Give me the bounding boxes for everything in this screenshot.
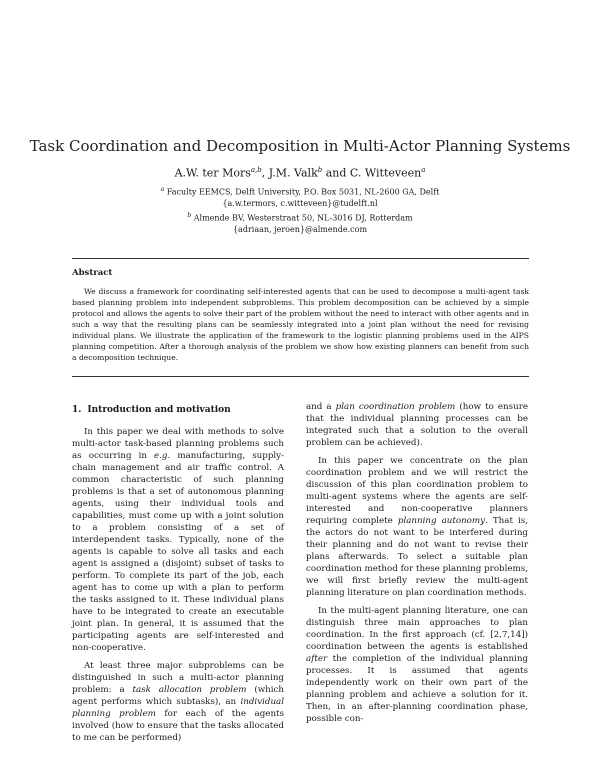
affiliation-mark: b (187, 212, 192, 219)
author-list: A.W. ter Mors$^{a,b}$, J.M. Valk$^b$ and C. Witteveen$^a$ (174, 166, 426, 180)
affiliation-address: Faculty EEMCS, Delft University, P.O. Box 5031, NL-2600 GA, Delft (166, 187, 440, 197)
paragraph (72, 660, 284, 744)
section-number: 1. (72, 405, 82, 415)
left-column (72, 404, 284, 750)
author-affiliation-mark: b (317, 166, 323, 174)
affiliation-mark: a (160, 186, 165, 193)
abstract-heading: Abstract (72, 268, 113, 278)
text-run: In this paper we concentrate on the plan coordination problem and we will restrict the discussion of this plan coordination problem to multi-agent systems where the agents are self-interested and non-cooperative planners requiring complete (306, 456, 528, 526)
affiliation-a (0, 184, 600, 209)
author-name: J.M. Valk (268, 166, 318, 180)
affiliation-email: {a.w.termors, c.witteveen}@tudelft.nl (222, 198, 378, 208)
text-run: (which agent performs which subtasks), an (72, 685, 285, 707)
emphasized-text: individual planning problem (72, 697, 284, 719)
text-run: for each of the agents involved (how to ensure that the tasks allocated to me can be performed) (72, 709, 284, 743)
section-title: Introduction and motivation (87, 405, 231, 415)
emphasized-text: e.g. (154, 451, 171, 461)
author-affiliation-mark: a,b (250, 166, 262, 174)
paragraph (306, 401, 528, 449)
section-heading (72, 404, 284, 416)
text-run: and a (306, 402, 336, 412)
paper-title: Task Coordination and Decomposition in Multi-Actor Planning Systems (29, 137, 571, 155)
right-column (306, 401, 528, 731)
paragraph (306, 605, 528, 725)
emphasized-text: plan coordination problem (335, 402, 456, 412)
emphasized-text: planning autonomy (397, 516, 486, 526)
abstract-text: We discuss a framework for coordinating self-interested agents that can be used to decompose a multi-agent task based planning problem into independent subproblems. This problem decomposition can be achieved by a simple protocol and allows the agents to solve their part of the problem without the need to interact with other agents and in such a way that the resulting plans can be seamlessly integrated into a joint plan without the need for revising individual plans. We illustrate the application of the framework to the logistic planning problems used in the AIPS planning competition. After a thorough analysis of the problem we show how existing planners can benefit from such a decomposition technique. (72, 287, 529, 362)
author-affiliation-mark: a (421, 166, 426, 174)
affiliation-address: Almende BV, Westerstraat 50, NL-3016 DJ, Rotterdam (193, 213, 413, 223)
text-run: the completion of the individual planning processes. It is assumed that agents independently work on their own part of the planning problem and achieve a solution for it. Then, in an after-planning coordination phase, possible con- (306, 654, 528, 724)
abstract-top-rule (72, 258, 529, 259)
paragraph (72, 426, 284, 654)
emphasized-text: task allocation problem (132, 685, 247, 695)
abstract-bottom-rule (72, 376, 529, 377)
text-run: At least three major subproblems can be distinguished in such a multi-actor planning problem: a (72, 661, 284, 695)
affiliation-email: {adriaan, jeroen}@almende.com (232, 224, 368, 234)
text-run: . That is, the actors do not want to be interfered during their planning and do not want to revise their plans afterwards. To select a suitable plan coordination method for these planning problems, we will first briefly review the multi-agent planning literature on plan coordination methods. (306, 516, 528, 598)
author-name: C. Witteveen (349, 166, 422, 180)
text-run: manufacturing, supply-chain management and air traffic control. A common characteristic of such planning problems is that a set of autonomous planning agents, using their individual tools and capabilities, must come up with a joint solution to a problem consisting of a set of interdependent tasks. Typically, none of the agents is capable to solve all tasks and each agent is assigned a (disjoint) subset of tasks to perform. To complete its part of the job, each agent has to come up with a plan to perform the tasks assigned to it. These individual plans have to be integrated to create an executable joint plan. In general, it is assumed that the participating agents are self-interested and non-cooperative. (72, 451, 285, 653)
text-run: In this paper we deal with methods to solve multi-actor task-based planning problems such as occurring in (72, 427, 284, 461)
emphasized-text: after (306, 654, 328, 664)
text-run: In the multi-agent planning literature, one can distinguish three main approaches to plan coordination. In the first approach (cf. [2,7,14]) coordination between the agents is established (306, 606, 528, 652)
text-run: (how to ensure that the individual planning processes can be integrated such that a solution to the overall problem can be achieved). (306, 402, 528, 448)
paragraph (306, 455, 528, 599)
affiliation-b (0, 210, 600, 235)
author-name: A.W. ter Mors (174, 166, 251, 180)
